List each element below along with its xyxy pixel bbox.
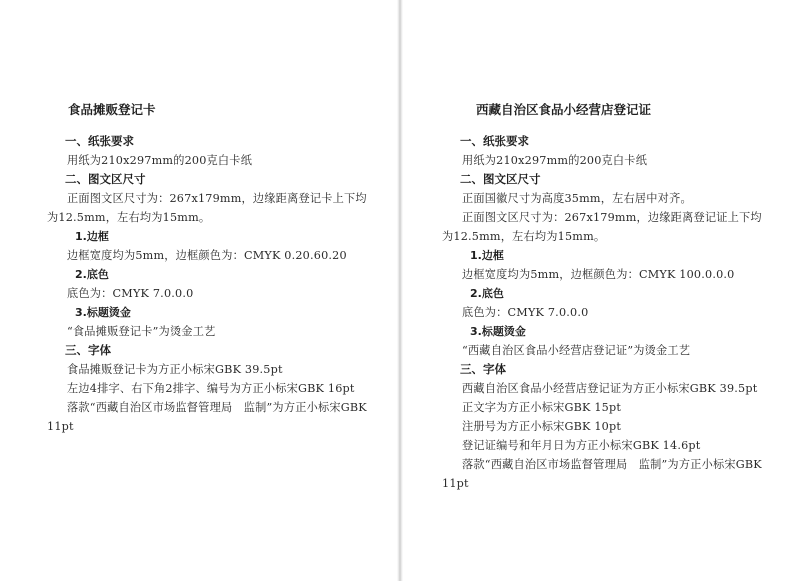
left-spec-paragraph: 正面图文区尺寸为：267x179mm，边缘距离登记卡上下均为12.5mm，左右均为15mm。 xyxy=(47,192,367,224)
right-page-body xyxy=(442,132,762,493)
right-spec-section-heading: 二、图文区尺寸 xyxy=(460,172,541,186)
left-page-body xyxy=(47,132,367,436)
right-spec-paragraph: 注册号为方正小标宋GBK 10pt xyxy=(462,420,622,433)
right-spec-subsection-heading: 1.边框 xyxy=(470,249,504,262)
left-spec-paragraph: 食品摊贩登记卡为方正小标宋GBK 39.5pt xyxy=(67,363,283,376)
right-spec-paragraph: 底色为：CMYK 7.0.0.0 xyxy=(462,306,589,319)
left-spec-section-heading: 一、纸张要求 xyxy=(65,134,134,148)
right-spec-paragraph: 正文字为方正小标宋GBK 15pt xyxy=(462,401,622,414)
right-page xyxy=(402,0,800,581)
right-spec-paragraph: 用纸为210x297mm的200克白卡纸 xyxy=(462,154,648,167)
left-spec-paragraph: 用纸为210x297mm的200克白卡纸 xyxy=(67,154,253,167)
right-spec-subsection-heading: 2.底色 xyxy=(470,287,504,300)
left-spec-section-heading: 三、字体 xyxy=(65,343,111,357)
right-spec-section-heading: 一、纸张要求 xyxy=(460,134,529,148)
right-spec-paragraph: 登记证编号和年月日为方正小标宋GBK 14.6pt xyxy=(462,439,701,452)
right-page-title: 西藏自治区食品小经营店登记证 xyxy=(476,102,652,117)
right-spec-paragraph: 正面国徽尺寸为高度35mm，左右居中对齐。 xyxy=(462,192,692,205)
right-spec-paragraph: “西藏自治区食品小经营店登记证”为烫金工艺 xyxy=(462,344,691,357)
left-spec-paragraph: 底色为：CMYK 7.0.0.0 xyxy=(67,287,194,300)
left-spec-section-heading: 二、图文区尺寸 xyxy=(65,172,146,186)
right-spec-paragraph: 西藏自治区食品小经营店登记证为方正小标宋GBK 39.5pt xyxy=(462,382,758,395)
left-spec-paragraph: 左边4排字、右下角2排字、编号为方正小标宋GBK 16pt xyxy=(67,382,355,395)
left-spec-paragraph: 边框宽度均为5mm，边框颜色为：CMYK 0.20.60.20 xyxy=(67,249,347,262)
left-spec-subsection-heading: 3.标题烫金 xyxy=(75,306,131,319)
left-spec-subsection-heading: 2.底色 xyxy=(75,268,109,281)
right-spec-section-heading: 三、字体 xyxy=(460,362,506,376)
right-spec-paragraph: 边框宽度均为5mm，边框颜色为：CMYK 100.0.0.0 xyxy=(462,268,735,281)
left-spec-paragraph: 落款“西藏自治区市场监督管理局 监制”为方正小标宋GBK 11pt xyxy=(47,401,367,433)
left-spec-subsection-heading: 1.边框 xyxy=(75,230,109,243)
right-spec-paragraph: 落款“西藏自治区市场监督管理局 监制”为方正小标宋GBK 11pt xyxy=(442,458,762,490)
left-spec-paragraph: “食品摊贩登记卡”为烫金工艺 xyxy=(67,325,216,338)
right-spec-paragraph: 正面图文区尺寸为：267x179mm，边缘距离登记证上下均为12.5mm，左右均为15mm。 xyxy=(442,211,762,243)
left-page-title: 食品摊贩登记卡 xyxy=(68,102,156,117)
left-page xyxy=(0,0,398,581)
right-spec-subsection-heading: 3.标题烫金 xyxy=(470,325,526,338)
